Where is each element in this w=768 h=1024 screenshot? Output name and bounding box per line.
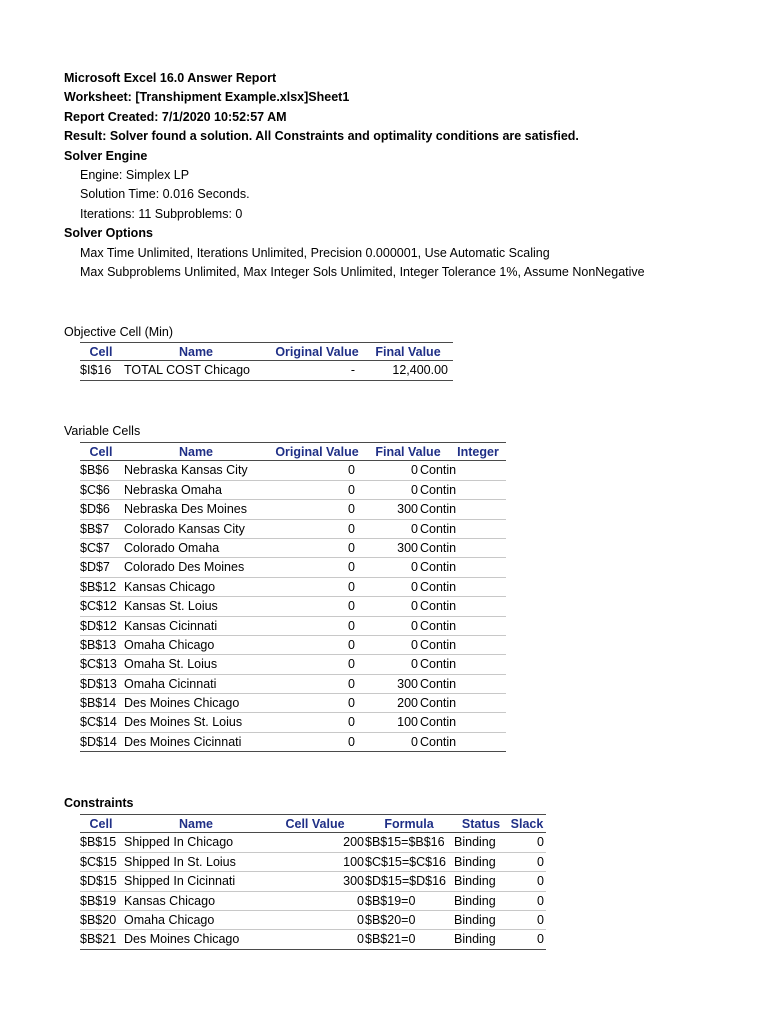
- formula: $B$21=0: [365, 932, 416, 947]
- original-value: 0: [348, 715, 355, 730]
- col-header-cell-value: Cell Value: [285, 817, 345, 831]
- variables-header-row: [80, 442, 506, 461]
- table-row: [80, 655, 506, 674]
- original-value: 0: [348, 676, 355, 691]
- objective-header-row: [80, 342, 453, 361]
- slack: 0: [537, 854, 544, 869]
- integer-type: Contin: [420, 676, 457, 691]
- status: Binding: [454, 912, 496, 927]
- table-row: [80, 481, 506, 500]
- cell-name: Kansas Cicinnati: [124, 618, 218, 633]
- solver-options-line-2: Max Subproblems Unlimited, Max Integer Sols Unlimited, Integer Tolerance 1%, Assume NonNegative: [80, 265, 645, 279]
- slack: 0: [537, 835, 544, 850]
- cell-ref: $D$12: [80, 618, 117, 633]
- solver-options-line-1: Max Time Unlimited, Iterations Unlimited, Precision 0.000001, Use Automatic Scaling: [80, 246, 550, 260]
- integer-type: Contin: [420, 540, 457, 555]
- integer-type: Contin: [420, 734, 457, 749]
- original-value: 0: [348, 521, 355, 536]
- integer-type: Contin: [420, 618, 457, 633]
- integer-type: Contin: [420, 502, 457, 517]
- constraint-name: Shipped In Cicinnati: [124, 874, 236, 889]
- integer-type: Contin: [420, 599, 457, 614]
- original-value: 0: [348, 540, 355, 555]
- final-value: 0: [411, 618, 418, 633]
- formula: $C$15=$C$16: [365, 854, 446, 869]
- col-header-name: Name: [178, 817, 214, 831]
- col-header-slack: Slack: [510, 817, 544, 831]
- final-value: 100: [397, 715, 418, 730]
- cell-name: Kansas St. Loius: [124, 599, 218, 614]
- constraint-name: Omaha Chicago: [124, 912, 215, 927]
- variables-table: [80, 442, 506, 752]
- cell-value: 300: [343, 874, 364, 889]
- final-value: 0: [411, 657, 418, 672]
- final-value: 200: [397, 696, 418, 711]
- final-value: 0: [411, 637, 418, 652]
- cell-ref: $B$15: [80, 835, 117, 850]
- integer-type: Contin: [420, 579, 457, 594]
- cell-ref: $B$13: [80, 637, 117, 652]
- cell-name: Nebraska Des Moines: [124, 502, 247, 517]
- cell-name: Colorado Omaha: [124, 540, 220, 555]
- slack: 0: [537, 932, 544, 947]
- final-value: 0: [411, 482, 418, 497]
- table-row: [80, 713, 506, 732]
- col-header-original-value: Original Value: [275, 345, 359, 359]
- cell-name: Omaha Chicago: [124, 637, 215, 652]
- table-row: [80, 892, 546, 911]
- cell-ref: $C$7: [80, 540, 110, 555]
- solution-time: Solution Time: 0.016 Seconds.: [80, 187, 250, 201]
- col-header-cell: Cell: [89, 817, 113, 831]
- cell-value: 0: [357, 893, 364, 908]
- original-value: 0: [348, 482, 355, 497]
- col-header-name: Name: [178, 345, 214, 359]
- constraints-heading: Constraints: [64, 796, 134, 810]
- cell-ref: $C$14: [80, 715, 117, 730]
- table-row: [80, 636, 506, 655]
- final-value: 0: [411, 463, 418, 478]
- integer-type: Contin: [420, 560, 457, 575]
- table-row: [80, 578, 506, 597]
- table-row: [80, 733, 506, 752]
- report-worksheet: Worksheet: [Transhipment Example.xlsx]Sheet1: [64, 90, 350, 104]
- cell-value: 0: [357, 912, 364, 927]
- status: Binding: [454, 854, 496, 869]
- final-value: 300: [397, 540, 418, 555]
- formula: $B$15=$B$16: [365, 835, 445, 850]
- table-row: [80, 617, 506, 636]
- cell-ref: $B$7: [80, 521, 110, 536]
- cell-ref: $B$20: [80, 912, 117, 927]
- cell-ref: $D$7: [80, 560, 110, 575]
- original-value: 0: [348, 599, 355, 614]
- report-title: Microsoft Excel 16.0 Answer Report: [64, 71, 277, 85]
- variables-heading: Variable Cells: [64, 424, 141, 438]
- cell-name: Des Moines Cicinnati: [124, 734, 242, 749]
- col-header-final-value: Final Value: [375, 345, 441, 359]
- final-value: 0: [411, 734, 418, 749]
- cell-ref: $B$14: [80, 696, 117, 711]
- integer-type: Contin: [420, 657, 457, 672]
- col-header-final-value: Final Value: [375, 445, 441, 459]
- cell-ref: $D$14: [80, 734, 117, 749]
- final-value: 0: [411, 521, 418, 536]
- slack: 0: [537, 874, 544, 889]
- original-value: 0: [348, 618, 355, 633]
- objective-table: [80, 342, 453, 381]
- formula: $B$19=0: [365, 893, 416, 908]
- final-value: 0: [411, 599, 418, 614]
- objective-heading: Objective Cell (Min): [64, 325, 174, 339]
- formula: $B$20=0: [365, 912, 416, 927]
- table-row: [80, 520, 506, 539]
- solver-options-heading: Solver Options: [64, 226, 153, 240]
- cell-ref: $B$12: [80, 579, 117, 594]
- table-row: [80, 930, 546, 949]
- original-value: 0: [348, 734, 355, 749]
- cell-ref: $C$15: [80, 854, 117, 869]
- original-value: 0: [348, 657, 355, 672]
- cell-ref: $C$6: [80, 482, 110, 497]
- solver-engine-heading: Solver Engine: [64, 149, 148, 163]
- cell-name: Des Moines Chicago: [124, 696, 240, 711]
- col-header-integer: Integer: [457, 445, 499, 459]
- constraints-header-row: [80, 814, 546, 833]
- table-row: [80, 694, 506, 713]
- constraint-name: Kansas Chicago: [124, 893, 216, 908]
- slack: 0: [537, 912, 544, 927]
- original-value: 0: [348, 637, 355, 652]
- table-row: [80, 539, 506, 558]
- cell-name: Omaha St. Loius: [124, 657, 218, 672]
- slack: 0: [537, 893, 544, 908]
- cell-value: 100: [343, 854, 364, 869]
- original-value: 0: [348, 579, 355, 594]
- cell-name: Nebraska Omaha: [124, 482, 222, 497]
- cell-name: Colorado Des Moines: [124, 560, 245, 575]
- table-row: [80, 675, 506, 694]
- integer-type: Contin: [420, 637, 457, 652]
- cell-name: Des Moines St. Loius: [124, 715, 243, 730]
- cell-ref: $C$12: [80, 599, 117, 614]
- constraint-name: Shipped In St. Loius: [124, 854, 236, 869]
- cell-ref: $I$16: [80, 363, 112, 378]
- integer-type: Contin: [420, 696, 457, 711]
- cell-ref: $C$13: [80, 657, 117, 672]
- table-row: [80, 500, 506, 519]
- col-header-status: Status: [461, 817, 501, 831]
- integer-type: Contin: [420, 463, 457, 478]
- final-value: 12,400.00: [392, 363, 448, 378]
- table-row: [80, 361, 453, 380]
- status: Binding: [454, 932, 496, 947]
- cell-name: Nebraska Kansas City: [124, 463, 248, 478]
- col-header-original-value: Original Value: [275, 445, 359, 459]
- col-header-formula: Formula: [384, 817, 434, 831]
- integer-type: Contin: [420, 521, 457, 536]
- table-row: [80, 911, 546, 930]
- formula: $D$15=$D$16: [365, 874, 446, 889]
- final-value: 300: [397, 676, 418, 691]
- cell-name: Omaha Cicinnati: [124, 676, 217, 691]
- cell-ref: $B$21: [80, 932, 117, 947]
- original-value: -: [350, 363, 355, 378]
- col-header-cell: Cell: [89, 445, 113, 459]
- table-row: [80, 833, 546, 852]
- solver-engine: Engine: Simplex LP: [80, 168, 190, 182]
- table-row: [80, 558, 506, 577]
- cell-ref: $D$13: [80, 676, 117, 691]
- cell-name: TOTAL COST Chicago: [124, 363, 250, 378]
- cell-value: 200: [343, 835, 364, 850]
- constraints-table: [80, 814, 546, 950]
- col-header-name: Name: [178, 445, 214, 459]
- status: Binding: [454, 835, 496, 850]
- cell-name: Colorado Kansas City: [124, 521, 245, 536]
- cell-ref: $D$15: [80, 874, 117, 889]
- original-value: 0: [348, 696, 355, 711]
- integer-type: Contin: [420, 715, 457, 730]
- cell-ref: $D$6: [80, 502, 110, 517]
- status: Binding: [454, 874, 496, 889]
- final-value: 0: [411, 560, 418, 575]
- table-row: [80, 853, 546, 872]
- table-row: [80, 461, 506, 480]
- cell-value: 0: [357, 932, 364, 947]
- report-created: Report Created: 7/1/2020 10:52:57 AM: [64, 110, 287, 124]
- final-value: 300: [397, 502, 418, 517]
- constraint-name: Des Moines Chicago: [124, 932, 240, 947]
- original-value: 0: [348, 560, 355, 575]
- iterations: Iterations: 11 Subproblems: 0: [80, 207, 243, 221]
- integer-type: Contin: [420, 482, 457, 497]
- status: Binding: [454, 893, 496, 908]
- cell-name: Kansas Chicago: [124, 579, 216, 594]
- col-header-cell: Cell: [89, 345, 113, 359]
- constraint-name: Shipped In Chicago: [124, 835, 234, 850]
- table-row: [80, 597, 506, 616]
- original-value: 0: [348, 502, 355, 517]
- original-value: 0: [348, 463, 355, 478]
- cell-ref: $B$6: [80, 463, 110, 478]
- cell-ref: $B$19: [80, 893, 117, 908]
- report-result: Result: Solver found a solution. All Constraints and optimality conditions are satisfied.: [64, 129, 579, 143]
- table-row: [80, 872, 546, 891]
- final-value: 0: [411, 579, 418, 594]
